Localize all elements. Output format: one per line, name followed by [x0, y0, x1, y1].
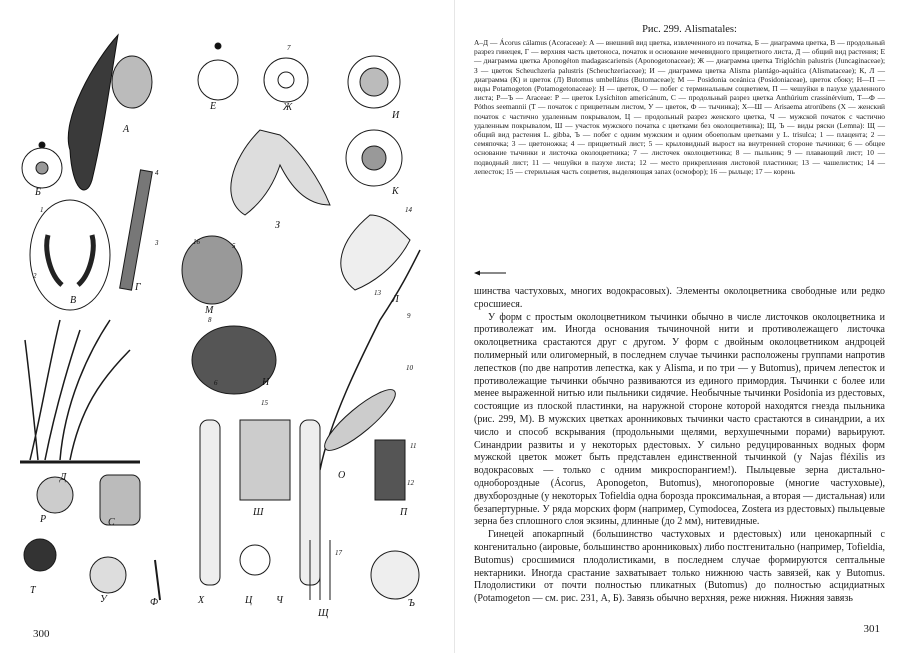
- fig-label-kh: Х: [198, 595, 205, 606]
- fig-label-o: О: [338, 470, 346, 481]
- fig-label-e: Е: [210, 101, 217, 112]
- num-label-9: 9: [407, 312, 411, 320]
- body-paragraph: У форм с простым околоцветником тычинки обычно в числе листочков околоцветника и противолежат им. Иногда основания тычиночной нити и противолежащего листочка околоцветника срастаются друг с другом. У форм с двойным околоцветником андроцей полимерный или олигомерный, в последнем случае тычинки расположены группами напротив лепестков (по две напротив лепестка, как у Alisma, и по три — у Butomus), причем лепесток и противолежащие тычинки обычно развиваются из единого примордия. Тычинки с более или менее выраженной нитью или пыльники сидячие. Необычные тычинки Posidonia из рдестовых, состоящие из плоской пластинки, на наружной стороне которой находятся гнезда пыльника (рис. 299, М). В мужских цветках аронниковых тычинки часто срастаются в синандрии, а их число и способ вскрывания (продольными щелями, верхушечными порами) варьируют. Синандрии развиты и у некоторых рдестовых. У сильно редуцированных водных форм мужской цветок может быть представлен единственной тычинкой (у Najas fléxilis из водокрасовых — только с одним микроспорангием!). Пыльцевые зерна дистально-однобороздные (Ácorus, Aponogeton, Butomus), многопоровые (многие частуховые), двухбороздные (у некоторых Tofieldia одна борозда проксимальная, а вторая — дистальная) или безапертурные. У ряда морских форм (например, Cymodocea, Zostera из рдестовых) пыльцевые зерна без сплошного слоя экзины, длинные (до 2 мм), нитевидные.: [474, 311, 885, 528]
- fig-label-r: Р: [40, 514, 47, 525]
- fig-label-zh: Ж: [283, 102, 293, 113]
- lemna-hard-sign-drawing: [371, 551, 419, 599]
- fig-label-b: Б: [35, 187, 41, 198]
- num-label-2: 2: [33, 272, 37, 280]
- num-label-7: 7: [287, 44, 291, 52]
- fig-label-d: Д: [60, 472, 67, 483]
- num-label-14: 14: [405, 206, 412, 214]
- fig-label-l: Л: [392, 294, 399, 305]
- num-label-11: 11: [410, 442, 417, 450]
- diagram-zh-drawing: [264, 58, 308, 102]
- fig-label-a: А: [123, 124, 130, 135]
- fig-label-z: З: [275, 220, 280, 231]
- flower-r-drawing: [37, 477, 73, 513]
- fig-label-p: П: [400, 507, 408, 518]
- fig-label-ts: Ц: [245, 595, 253, 606]
- num-label-6: 6: [214, 379, 218, 387]
- fig-label-g: Г: [135, 282, 141, 293]
- spadix-t-drawing: [24, 539, 56, 571]
- body-paragraph: шинства частуховых, многих водокрасовых). Элементы околоцветника свободные или редко сросшиеся.: [474, 286, 885, 310]
- num-label-1: 1: [40, 206, 44, 214]
- fig-label-n: Н: [262, 377, 270, 388]
- page-number-right: 301: [863, 623, 880, 635]
- body-paragraph: Гинецей апокарпный (большинство частуховых и рдестовых) или ценокарпный с конгенитально (аировые, большинство аронниковых) либо постгенитально (например, Tofieldia, Butomus) сросшимися плодолистиками, в последнем случае формируются септальные нектарники. Иногда срастание захватывает только нижнюю часть завязей, как у Butomus. Плодолистики от почти полностью пликатных (Butomus) до полностью асцидиатных (Potamogeton — см. рис. 231, А, Б). Завязь обычно верхняя, реже нижняя. Нижняя завязь: [474, 529, 886, 605]
- plant-d-drawing: [25, 320, 130, 460]
- num-label-16: 16: [193, 238, 200, 246]
- fig-label-v: В: [70, 295, 77, 306]
- num-label-15: 15: [261, 399, 268, 407]
- fig-label-hard-sign: Ъ: [408, 598, 415, 609]
- fig-label-i: И: [392, 110, 400, 121]
- section-ts-drawing: [240, 545, 270, 575]
- stamen-f-drawing: [155, 560, 160, 600]
- gynoecium-section-drawing: [30, 200, 110, 310]
- num-label-3: 3: [155, 239, 159, 247]
- spadix-kh-drawing: [200, 420, 220, 585]
- fig-label-u: У: [100, 594, 107, 605]
- fig-label-m: М: [205, 305, 214, 316]
- num-label-8: 8: [208, 316, 212, 324]
- num-label-5: 5: [232, 242, 236, 250]
- num-label-10: 10: [406, 364, 413, 372]
- scales-p-drawing: [375, 440, 405, 500]
- body-text: [474, 286, 885, 606]
- flower-l-drawing: [341, 215, 410, 290]
- fig-label-shch: Щ: [318, 608, 329, 619]
- fig-label-k: К: [392, 186, 399, 197]
- diagram-e-drawing: [198, 60, 238, 100]
- flower-a-drawing: [112, 56, 152, 108]
- fig-label-t: Т: [30, 585, 36, 596]
- num-label-17: 17: [335, 549, 342, 557]
- flower-u-drawing: [90, 557, 126, 593]
- flower-s-drawing: [100, 475, 140, 525]
- inflorescence-sh-drawing: [240, 420, 290, 500]
- stem-drawing: [120, 170, 153, 290]
- fig-label-f: Ф: [150, 597, 159, 608]
- caption-text: А–Д — Ácorus cálamus (Acoraceae): А — внешний вид цветка, извлеченного из початка, Б — диаграмма цветка, В — продольный разрез гинецея, Г — верхняя часть цветоноса, початок и основание мечевидного прицветного листа, Д — общий вид растения; Е — диаграмма цветка Aponogéton madagascariensis (Aponogetonaceae); Ж — диаграмма цветка Triglóchin palustris (Juncaginaceae); З — цветок Scheuchzeria palustris (Scheuchzeriaceae); И — диаграмма цветка Alisma plantágo-aquática (Alismataceae); К, Л — диаграмма (К) и цветок (Л) Butomus umbellátus (Butomaceae); М — Posidonia oceánica (Posidoniaceae), цветок сбоку; Н—П — виды Potamogeton (Potamogetonaceae): Н — цветок, О — побег с терминальным соцветием, П — чешуйки в пазухе удаленного листа; Р—Ъ — Araceae: Р — цветок Lysíchiton americánum, С — продольный разрез цветка Anthúrium crassinérvium, Т—Ф — Póthos seemannii (Т — початок с прицветным листом, У — цветок, Ф — тычинка); Х—Ш — Arisaema atrorúbens (Х — женский початок с частично удаленным покрывалом, Ц — продольный разрез женского цветка, Ч — мужской початок с частично удаленным покрывалом, Ш — участок мужского початка с цветками без околоцветника); Щ, Ъ — виды ряски (Lemna): Щ — общий вид растения L. gibba, Ъ — побег с одним мужским и одним обоеполым цветками у L. trisulca; 1 — плацента; 2 — семяпочка; 3 — цветоножка; 4 — прицветный лист; 5 — крыловидный вырост на внутренней стороне тычинки; 6 — общее основание тычинки и листочка околоцветника; 7 — листочек околоцветника; 8 — пыльник; 9 — плавающий лист; 10 — подводный лист; 11 — чешуйки в пазухе листа; 12 — место прикрепления листовой пластинки; 13 — чашелистик; 14 — лепесток; 15 — стерильная часть соцветия, выделяющая запах (осмофор); 16 — рыльце; 17 — корень: [474, 38, 885, 176]
- caption-title: Рис. 299. Alismatales:: [642, 24, 737, 35]
- page-number-left: 300: [33, 628, 50, 640]
- fig-label-s: С: [108, 517, 115, 528]
- fig-label-ch: Ч: [276, 595, 283, 606]
- fig-label-sh: Ш: [253, 507, 264, 518]
- num-label-4: 4: [155, 169, 159, 177]
- flower-z-drawing: [231, 130, 330, 215]
- num-label-13: 13: [374, 289, 381, 297]
- figure-caption: [474, 24, 885, 176]
- spadix-drawing: [68, 35, 118, 190]
- num-label-12: 12: [407, 479, 414, 487]
- arrow-left-icon: [474, 270, 506, 276]
